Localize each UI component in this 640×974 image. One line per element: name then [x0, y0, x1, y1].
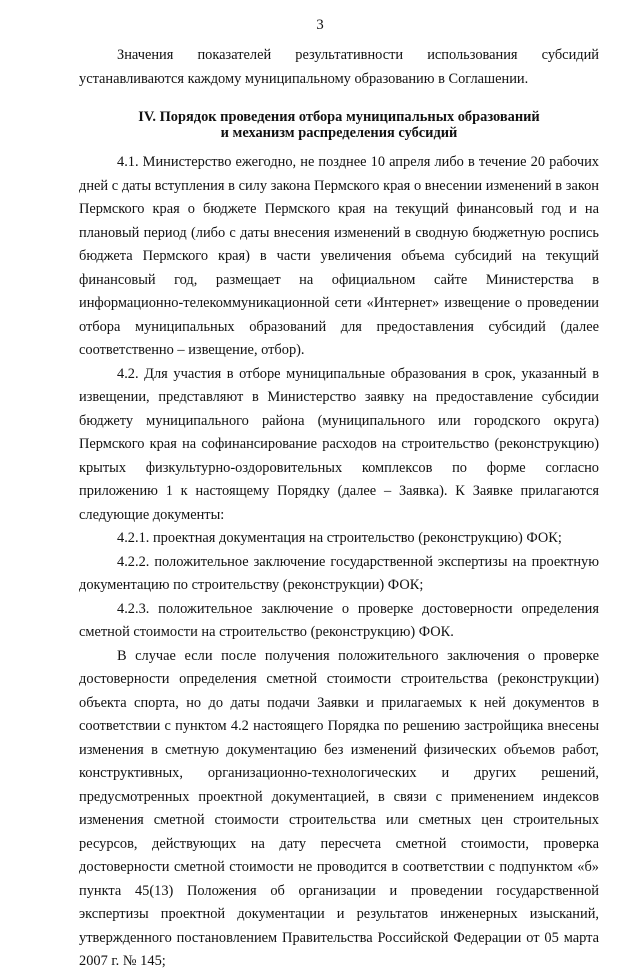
intro-paragraph: Значения показателей результативности использования субсидий устанавливаются каждому муниципальному образованию в Соглашении.	[79, 47, 599, 87]
paragraph-4-1: 4.1. Министерство ежегодно, не позднее 10 апреля либо в течение 20 рабочих дней с даты вступления в силу закона Пермского края о внесении изменений в закон Пермского края о бюджете Пермского края на текущий финансовый год и на плановый период (либо с даты внесения изменений в сводную бюджетную роспись бюджета Пермского края) в части увеличения объема субсидий на текущий финансовый год, размещает на официальном сайте Министерства в информационно-телекоммуникационной сети «Интернет» извещение о проведении отбора муниципальных образований для предоставления субсидий (далее соответственно – извещение, отбор).	[79, 154, 599, 358]
paragraph-4-2-1: 4.2.1. проектная документация на строительство (реконструкцию) ФОК;	[117, 530, 562, 546]
paragraph-4-2-3: 4.2.3. положительное заключение о проверке достоверности определения сметной стоимости на строительство (реконструкцию) ФОК.	[79, 600, 599, 640]
section-heading-line1: IV. Порядок проведения отбора муниципальных образований	[138, 109, 540, 125]
page-number: 3	[316, 17, 324, 33]
paragraph-exception-case: В случае если после получения положительного заключения о проверке достоверности определения сметной стоимости строительства (реконструкции) объекта спорта, но до даты подачи Заявки и прилагаемых к ней документов в соответствии с пунктом 4.2 настоящего Порядка по решению застройщика внесены изменения в сметную документацию без изменений физических объемов работ, конструктивных, организационно-технологических и других решений, предусмотренных проектной документацией, в связи с применением индексов изменения сметной стоимости строительства или сметных цен строительных ресурсов, действующих на дату пересчета сметной стоимости, проверка достоверности сметной стоимости не проводится в соответствии с подпунктом «б» пункта 45(13) Положения об организации и проведении государственной экспертизы проектной документации и результатов инженерных изысканий, утвержденного постановлением Правительства Российской Федерации от 05 марта 2007 г. № 145;	[79, 647, 599, 969]
paragraph-4-2: 4.2. Для участия в отборе муниципальные образования в срок, указанный в извещении, представляют в Министерство заявку на предоставление субсидии бюджету муниципального района (муниципального или городского округа) Пермского края на софинансирование расходов на строительство (реконструкцию) крытых физкультурно-оздоровительных комплексов по форме согласно приложению 1 к настоящему Порядку (далее – Заявка). К Заявке прилагаются следующие документы:	[79, 365, 599, 523]
document-body	[79, 44, 599, 974]
section-heading-line2: и механизм распределения субсидий	[220, 125, 458, 141]
section-heading	[79, 109, 599, 141]
paragraph-4-2-2: 4.2.2. положительное заключение государственной экспертизы на проектную документацию по строительству (реконструкции) ФОК;	[79, 553, 599, 593]
